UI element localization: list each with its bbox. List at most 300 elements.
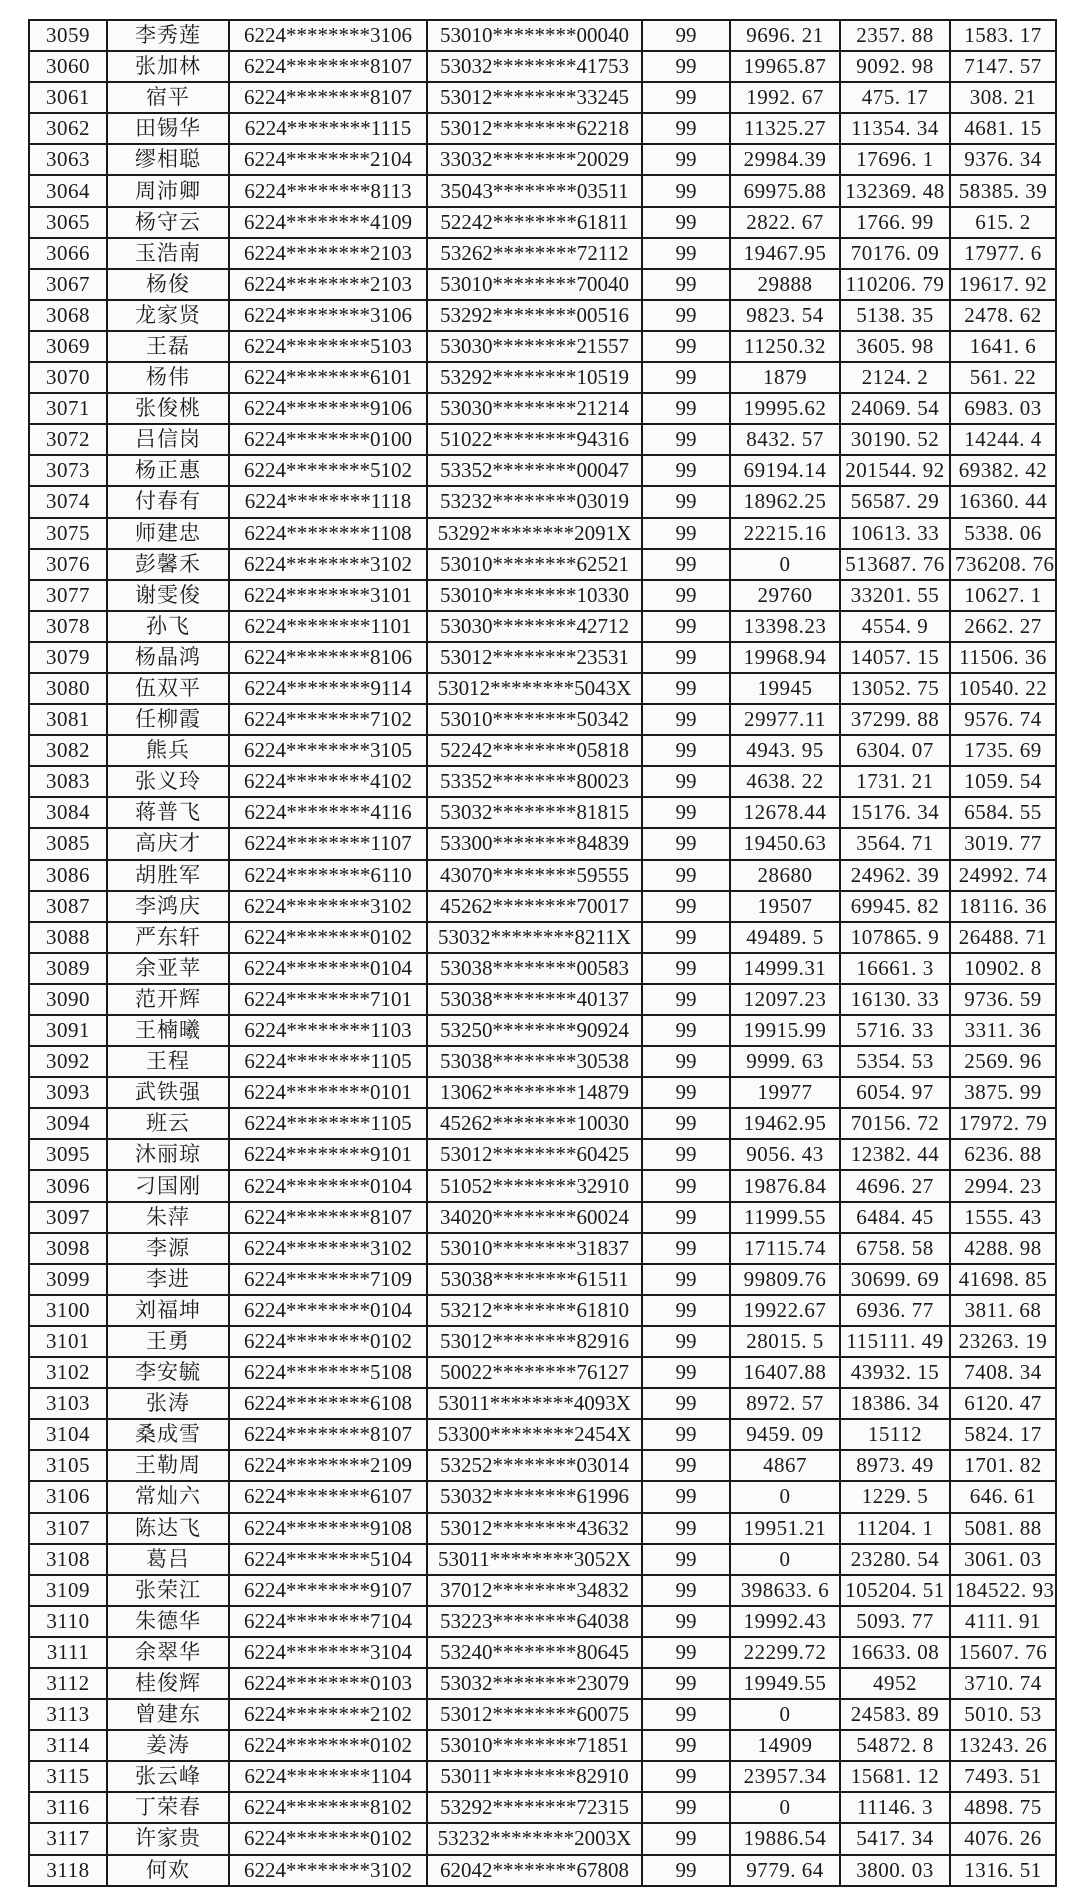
scanned-table-sheet xyxy=(28,19,1055,1887)
cell-金额一: 19915.99 xyxy=(730,1015,840,1046)
cell-序号: 3092 xyxy=(29,1046,107,1077)
cell-姓名: 桑成雪 xyxy=(107,1419,229,1450)
cell-金额二: 23280. 54 xyxy=(840,1544,950,1575)
cell-金额二: 513687. 76 xyxy=(840,549,950,580)
cell-证件号码: 51052********32910 xyxy=(427,1170,642,1201)
cell-金额三: 1701. 82 xyxy=(950,1450,1056,1481)
cell-证件号码: 53292********2091X xyxy=(427,518,642,549)
cell-序号: 3097 xyxy=(29,1202,107,1233)
cell-金额一: 19507 xyxy=(730,891,840,922)
cell-金额一: 9823. 54 xyxy=(730,300,840,331)
cell-序号: 3079 xyxy=(29,642,107,673)
table-row xyxy=(29,424,1056,455)
cell-金额一: 9779. 64 xyxy=(730,1855,840,1886)
table-row xyxy=(29,611,1056,642)
cell-证件号码: 53252********03014 xyxy=(427,1450,642,1481)
cell-姓名: 彭馨禾 xyxy=(107,549,229,580)
cell-银行卡号: 6224********8106 xyxy=(229,642,427,673)
table-row xyxy=(29,362,1056,393)
cell-银行卡号: 6224********7102 xyxy=(229,704,427,735)
cell-金额一: 8972. 57 xyxy=(730,1388,840,1419)
cell-金额三: 3710. 74 xyxy=(950,1668,1056,1699)
cell-金额一: 69975.88 xyxy=(730,175,840,206)
cell-金额二: 24069. 54 xyxy=(840,393,950,424)
cell-序号: 3086 xyxy=(29,860,107,891)
cell-代码: 99 xyxy=(642,1326,730,1357)
cell-金额一: 9696. 21 xyxy=(730,20,840,51)
cell-序号: 3060 xyxy=(29,51,107,82)
cell-证件号码: 50022********76127 xyxy=(427,1357,642,1388)
cell-代码: 99 xyxy=(642,1202,730,1233)
cell-代码: 99 xyxy=(642,1513,730,1544)
cell-银行卡号: 6224********3106 xyxy=(229,300,427,331)
cell-金额三: 3875. 99 xyxy=(950,1077,1056,1108)
cell-姓名: 杨正惠 xyxy=(107,455,229,486)
cell-姓名: 张云峰 xyxy=(107,1761,229,1792)
cell-银行卡号: 6224********5104 xyxy=(229,1544,427,1575)
cell-金额三: 3061. 03 xyxy=(950,1544,1056,1575)
cell-姓名: 熊兵 xyxy=(107,735,229,766)
cell-序号: 3059 xyxy=(29,20,107,51)
cell-代码: 99 xyxy=(642,1139,730,1170)
cell-代码: 99 xyxy=(642,580,730,611)
cell-银行卡号: 6224********2103 xyxy=(229,269,427,300)
cell-银行卡号: 6224********3102 xyxy=(229,549,427,580)
cell-银行卡号: 6224********1107 xyxy=(229,828,427,859)
cell-金额三: 41698. 85 xyxy=(950,1264,1056,1295)
cell-序号: 3100 xyxy=(29,1295,107,1326)
table-row xyxy=(29,1357,1056,1388)
cell-代码: 99 xyxy=(642,828,730,859)
cell-银行卡号: 6224********2109 xyxy=(229,1450,427,1481)
cell-序号: 3088 xyxy=(29,922,107,953)
cell-代码: 99 xyxy=(642,1855,730,1886)
cell-代码: 99 xyxy=(642,518,730,549)
cell-金额三: 6983. 03 xyxy=(950,393,1056,424)
cell-代码: 99 xyxy=(642,238,730,269)
table-row xyxy=(29,1015,1056,1046)
cell-金额三: 3811. 68 xyxy=(950,1295,1056,1326)
cell-证件号码: 53038********30538 xyxy=(427,1046,642,1077)
cell-银行卡号: 6224********0103 xyxy=(229,1668,427,1699)
cell-银行卡号: 6224********9106 xyxy=(229,393,427,424)
cell-金额一: 398633. 6 xyxy=(730,1575,840,1606)
cell-金额一: 0 xyxy=(730,1792,840,1823)
cell-序号: 3083 xyxy=(29,766,107,797)
table-row xyxy=(29,51,1056,82)
cell-金额一: 29760 xyxy=(730,580,840,611)
cell-金额二: 70156. 72 xyxy=(840,1108,950,1139)
cell-金额二: 2357. 88 xyxy=(840,20,950,51)
cell-序号: 3085 xyxy=(29,828,107,859)
cell-金额一: 19977 xyxy=(730,1077,840,1108)
cell-银行卡号: 6224********4102 xyxy=(229,766,427,797)
cell-代码: 99 xyxy=(642,1575,730,1606)
cell-金额二: 12382. 44 xyxy=(840,1139,950,1170)
cell-金额二: 115111. 49 xyxy=(840,1326,950,1357)
cell-金额二: 11354. 34 xyxy=(840,113,950,144)
table-row xyxy=(29,1202,1056,1233)
table-row xyxy=(29,1295,1056,1326)
cell-代码: 99 xyxy=(642,1357,730,1388)
cell-金额三: 1735. 69 xyxy=(950,735,1056,766)
cell-证件号码: 52242********61811 xyxy=(427,207,642,238)
cell-姓名: 李源 xyxy=(107,1233,229,1264)
cell-银行卡号: 6224********0100 xyxy=(229,424,427,455)
cell-金额一: 18962.25 xyxy=(730,486,840,517)
cell-序号: 3106 xyxy=(29,1481,107,1512)
table-row xyxy=(29,1699,1056,1730)
cell-银行卡号: 6224********0104 xyxy=(229,953,427,984)
cell-证件号码: 53038********40137 xyxy=(427,984,642,1015)
cell-金额一: 0 xyxy=(730,1481,840,1512)
cell-证件号码: 53012********5043X xyxy=(427,673,642,704)
cell-证件号码: 53250********90924 xyxy=(427,1015,642,1046)
cell-代码: 99 xyxy=(642,269,730,300)
cell-银行卡号: 6224********6101 xyxy=(229,362,427,393)
cell-金额二: 3605. 98 xyxy=(840,331,950,362)
cell-姓名: 杨伟 xyxy=(107,362,229,393)
cell-代码: 99 xyxy=(642,1388,730,1419)
table-row xyxy=(29,1668,1056,1699)
table-row xyxy=(29,642,1056,673)
table-row xyxy=(29,704,1056,735)
cell-金额三: 4898. 75 xyxy=(950,1792,1056,1823)
cell-序号: 3080 xyxy=(29,673,107,704)
cell-代码: 99 xyxy=(642,486,730,517)
cell-代码: 99 xyxy=(642,113,730,144)
cell-代码: 99 xyxy=(642,455,730,486)
cell-银行卡号: 6224********7109 xyxy=(229,1264,427,1295)
cell-银行卡号: 6224********1105 xyxy=(229,1108,427,1139)
table-row xyxy=(29,269,1056,300)
cell-金额三: 11506. 36 xyxy=(950,642,1056,673)
cell-金额三: 1059. 54 xyxy=(950,766,1056,797)
cell-序号: 3065 xyxy=(29,207,107,238)
cell-代码: 99 xyxy=(642,766,730,797)
cell-金额二: 201544. 92 xyxy=(840,455,950,486)
cell-金额一: 8432. 57 xyxy=(730,424,840,455)
cell-金额一: 19450.63 xyxy=(730,828,840,859)
cell-金额二: 2124. 2 xyxy=(840,362,950,393)
cell-序号: 3102 xyxy=(29,1357,107,1388)
cell-金额一: 19965.87 xyxy=(730,51,840,82)
cell-金额三: 5824. 17 xyxy=(950,1419,1056,1450)
cell-证件号码: 53292********10519 xyxy=(427,362,642,393)
cell-银行卡号: 6224********5103 xyxy=(229,331,427,362)
cell-金额二: 69945. 82 xyxy=(840,891,950,922)
cell-金额二: 54872. 8 xyxy=(840,1730,950,1761)
table-row xyxy=(29,113,1056,144)
cell-序号: 3108 xyxy=(29,1544,107,1575)
cell-代码: 99 xyxy=(642,1450,730,1481)
cell-序号: 3074 xyxy=(29,486,107,517)
cell-金额二: 5716. 33 xyxy=(840,1015,950,1046)
cell-姓名: 何欢 xyxy=(107,1855,229,1886)
cell-序号: 3110 xyxy=(29,1606,107,1637)
cell-金额二: 4952 xyxy=(840,1668,950,1699)
cell-金额二: 8973. 49 xyxy=(840,1450,950,1481)
cell-姓名: 王磊 xyxy=(107,331,229,362)
cell-银行卡号: 6224********9101 xyxy=(229,1139,427,1170)
cell-姓名: 严东轩 xyxy=(107,922,229,953)
cell-金额二: 6936. 77 xyxy=(840,1295,950,1326)
cell-证件号码: 53352********00047 xyxy=(427,455,642,486)
cell-金额一: 0 xyxy=(730,1699,840,1730)
cell-金额三: 5338. 06 xyxy=(950,518,1056,549)
cell-证件号码: 53038********00583 xyxy=(427,953,642,984)
cell-姓名: 龙家贤 xyxy=(107,300,229,331)
cell-证件号码: 53300********2454X xyxy=(427,1419,642,1450)
table-row xyxy=(29,984,1056,1015)
cell-银行卡号: 6224********3102 xyxy=(229,891,427,922)
cell-证件号码: 53032********81815 xyxy=(427,797,642,828)
cell-姓名: 杨俊 xyxy=(107,269,229,300)
cell-姓名: 吕信岗 xyxy=(107,424,229,455)
cell-金额三: 3311. 36 xyxy=(950,1015,1056,1046)
cell-序号: 3117 xyxy=(29,1823,107,1854)
table-row xyxy=(29,82,1056,113)
cell-证件号码: 53011********82910 xyxy=(427,1761,642,1792)
cell-金额一: 19462.95 xyxy=(730,1108,840,1139)
cell-序号: 3081 xyxy=(29,704,107,735)
cell-代码: 99 xyxy=(642,1637,730,1668)
table-row xyxy=(29,393,1056,424)
cell-序号: 3093 xyxy=(29,1077,107,1108)
cell-序号: 3068 xyxy=(29,300,107,331)
cell-证件号码: 53010********50342 xyxy=(427,704,642,735)
cell-证件号码: 53032********8211X xyxy=(427,922,642,953)
cell-金额二: 6484. 45 xyxy=(840,1202,950,1233)
cell-姓名: 宿平 xyxy=(107,82,229,113)
cell-证件号码: 52242********05818 xyxy=(427,735,642,766)
table-row xyxy=(29,1637,1056,1668)
cell-金额一: 12097.23 xyxy=(730,984,840,1015)
cell-金额一: 29984.39 xyxy=(730,144,840,175)
cell-代码: 99 xyxy=(642,1108,730,1139)
cell-银行卡号: 6224********2104 xyxy=(229,144,427,175)
cell-金额三: 615. 2 xyxy=(950,207,1056,238)
cell-序号: 3064 xyxy=(29,175,107,206)
cell-序号: 3091 xyxy=(29,1015,107,1046)
cell-姓名: 李鸿庆 xyxy=(107,891,229,922)
table-row xyxy=(29,1077,1056,1108)
cell-金额二: 5417. 34 xyxy=(840,1823,950,1854)
cell-代码: 99 xyxy=(642,1668,730,1699)
cell-序号: 3113 xyxy=(29,1699,107,1730)
table-row xyxy=(29,1419,1056,1450)
cell-金额三: 15607. 76 xyxy=(950,1637,1056,1668)
cell-姓名: 刘福坤 xyxy=(107,1295,229,1326)
cell-金额一: 13398.23 xyxy=(730,611,840,642)
cell-证件号码: 53010********31837 xyxy=(427,1233,642,1264)
cell-序号: 3063 xyxy=(29,144,107,175)
cell-金额三: 6120. 47 xyxy=(950,1388,1056,1419)
cell-代码: 99 xyxy=(642,1606,730,1637)
table-row xyxy=(29,1761,1056,1792)
cell-银行卡号: 6224********9107 xyxy=(229,1575,427,1606)
cell-证件号码: 53223********64038 xyxy=(427,1606,642,1637)
cell-金额二: 110206. 79 xyxy=(840,269,950,300)
cell-金额二: 475. 17 xyxy=(840,82,950,113)
cell-证件号码: 53012********62218 xyxy=(427,113,642,144)
cell-金额三: 2662. 27 xyxy=(950,611,1056,642)
table-row xyxy=(29,1388,1056,1419)
cell-序号: 3071 xyxy=(29,393,107,424)
cell-证件号码: 53292********72315 xyxy=(427,1792,642,1823)
cell-金额二: 15112 xyxy=(840,1419,950,1450)
cell-证件号码: 53012********43632 xyxy=(427,1513,642,1544)
cell-证件号码: 53030********21214 xyxy=(427,393,642,424)
cell-证件号码: 53012********33245 xyxy=(427,82,642,113)
cell-银行卡号: 6224********0102 xyxy=(229,1823,427,1854)
cell-金额二: 70176. 09 xyxy=(840,238,950,269)
table-row xyxy=(29,1481,1056,1512)
cell-银行卡号: 6224********1104 xyxy=(229,1761,427,1792)
table-row xyxy=(29,300,1056,331)
cell-姓名: 姜涛 xyxy=(107,1730,229,1761)
cell-序号: 3118 xyxy=(29,1855,107,1886)
cell-序号: 3084 xyxy=(29,797,107,828)
cell-银行卡号: 6224********8113 xyxy=(229,175,427,206)
cell-金额三: 1316. 51 xyxy=(950,1855,1056,1886)
cell-序号: 3098 xyxy=(29,1233,107,1264)
cell-序号: 3066 xyxy=(29,238,107,269)
cell-姓名: 张义玲 xyxy=(107,766,229,797)
cell-金额二: 30190. 52 xyxy=(840,424,950,455)
cell-金额二: 5093. 77 xyxy=(840,1606,950,1637)
cell-证件号码: 53010********71851 xyxy=(427,1730,642,1761)
cell-金额二: 11204. 1 xyxy=(840,1513,950,1544)
cell-证件号码: 53032********41753 xyxy=(427,51,642,82)
cell-金额二: 1766. 99 xyxy=(840,207,950,238)
cell-姓名: 王程 xyxy=(107,1046,229,1077)
cell-银行卡号: 6224********6110 xyxy=(229,860,427,891)
cell-金额二: 4554. 9 xyxy=(840,611,950,642)
cell-代码: 99 xyxy=(642,1295,730,1326)
cell-姓名: 杨守云 xyxy=(107,207,229,238)
cell-姓名: 余亚苹 xyxy=(107,953,229,984)
cell-金额二: 24962. 39 xyxy=(840,860,950,891)
cell-金额二: 13052. 75 xyxy=(840,673,950,704)
cell-姓名: 李进 xyxy=(107,1264,229,1295)
cell-序号: 3082 xyxy=(29,735,107,766)
cell-金额一: 11999.55 xyxy=(730,1202,840,1233)
table-row xyxy=(29,1792,1056,1823)
cell-银行卡号: 6224********1105 xyxy=(229,1046,427,1077)
cell-金额一: 4638. 22 xyxy=(730,766,840,797)
cell-姓名: 田锡华 xyxy=(107,113,229,144)
cell-姓名: 张涛 xyxy=(107,1388,229,1419)
cell-金额一: 19467.95 xyxy=(730,238,840,269)
cell-代码: 99 xyxy=(642,611,730,642)
cell-金额一: 29977.11 xyxy=(730,704,840,735)
cell-代码: 99 xyxy=(642,393,730,424)
cell-证件号码: 53011********3052X xyxy=(427,1544,642,1575)
cell-金额一: 9056. 43 xyxy=(730,1139,840,1170)
cell-金额一: 11250.32 xyxy=(730,331,840,362)
cell-代码: 99 xyxy=(642,1823,730,1854)
cell-序号: 3115 xyxy=(29,1761,107,1792)
table-row xyxy=(29,1730,1056,1761)
records-table xyxy=(28,19,1057,1887)
cell-证件号码: 53012********23531 xyxy=(427,642,642,673)
cell-金额三: 736208. 76 xyxy=(950,549,1056,580)
cell-代码: 99 xyxy=(642,953,730,984)
table-row xyxy=(29,1326,1056,1357)
cell-证件号码: 53032********23079 xyxy=(427,1668,642,1699)
cell-金额二: 18386. 34 xyxy=(840,1388,950,1419)
cell-金额一: 11325.27 xyxy=(730,113,840,144)
table-row xyxy=(29,1855,1056,1886)
cell-姓名: 桂俊辉 xyxy=(107,1668,229,1699)
cell-代码: 99 xyxy=(642,1233,730,1264)
cell-金额二: 33201. 55 xyxy=(840,580,950,611)
cell-代码: 99 xyxy=(642,51,730,82)
cell-序号: 3076 xyxy=(29,549,107,580)
cell-代码: 99 xyxy=(642,362,730,393)
cell-证件号码: 53038********61511 xyxy=(427,1264,642,1295)
cell-金额二: 1731. 21 xyxy=(840,766,950,797)
cell-代码: 99 xyxy=(642,922,730,953)
cell-金额二: 105204. 51 xyxy=(840,1575,950,1606)
cell-证件号码: 37012********34832 xyxy=(427,1575,642,1606)
cell-金额三: 14244. 4 xyxy=(950,424,1056,455)
cell-金额二: 16130. 33 xyxy=(840,984,950,1015)
cell-代码: 99 xyxy=(642,1730,730,1761)
cell-姓名: 沐丽琼 xyxy=(107,1139,229,1170)
cell-序号: 3099 xyxy=(29,1264,107,1295)
cell-证件号码: 53300********84839 xyxy=(427,828,642,859)
cell-证件号码: 62042********67808 xyxy=(427,1855,642,1886)
cell-证件号码: 34020********60024 xyxy=(427,1202,642,1233)
cell-金额一: 23957.34 xyxy=(730,1761,840,1792)
cell-证件号码: 53030********42712 xyxy=(427,611,642,642)
cell-金额二: 6304. 07 xyxy=(840,735,950,766)
table-row xyxy=(29,20,1056,51)
cell-金额三: 19617. 92 xyxy=(950,269,1056,300)
cell-银行卡号: 6224********1115 xyxy=(229,113,427,144)
cell-姓名: 蒋普飞 xyxy=(107,797,229,828)
cell-序号: 3114 xyxy=(29,1730,107,1761)
cell-代码: 99 xyxy=(642,860,730,891)
cell-银行卡号: 6224********5108 xyxy=(229,1357,427,1388)
cell-金额二: 10613. 33 xyxy=(840,518,950,549)
cell-序号: 3069 xyxy=(29,331,107,362)
cell-代码: 99 xyxy=(642,207,730,238)
cell-序号: 3067 xyxy=(29,269,107,300)
cell-银行卡号: 6224********3102 xyxy=(229,1233,427,1264)
cell-金额二: 4696. 27 xyxy=(840,1170,950,1201)
cell-银行卡号: 6224********3105 xyxy=(229,735,427,766)
cell-银行卡号: 6224********0104 xyxy=(229,1295,427,1326)
cell-序号: 3089 xyxy=(29,953,107,984)
cell-银行卡号: 6224********7101 xyxy=(229,984,427,1015)
cell-金额三: 2994. 23 xyxy=(950,1170,1056,1201)
table-row xyxy=(29,331,1056,362)
cell-序号: 3107 xyxy=(29,1513,107,1544)
cell-金额二: 37299. 88 xyxy=(840,704,950,735)
table-row xyxy=(29,673,1056,704)
cell-金额三: 1583. 17 xyxy=(950,20,1056,51)
table-row xyxy=(29,486,1056,517)
table-row xyxy=(29,922,1056,953)
cell-姓名: 缪相聪 xyxy=(107,144,229,175)
cell-银行卡号: 6224********5102 xyxy=(229,455,427,486)
table-row xyxy=(29,580,1056,611)
cell-金额三: 184522. 93 xyxy=(950,1575,1056,1606)
cell-金额一: 28015. 5 xyxy=(730,1326,840,1357)
